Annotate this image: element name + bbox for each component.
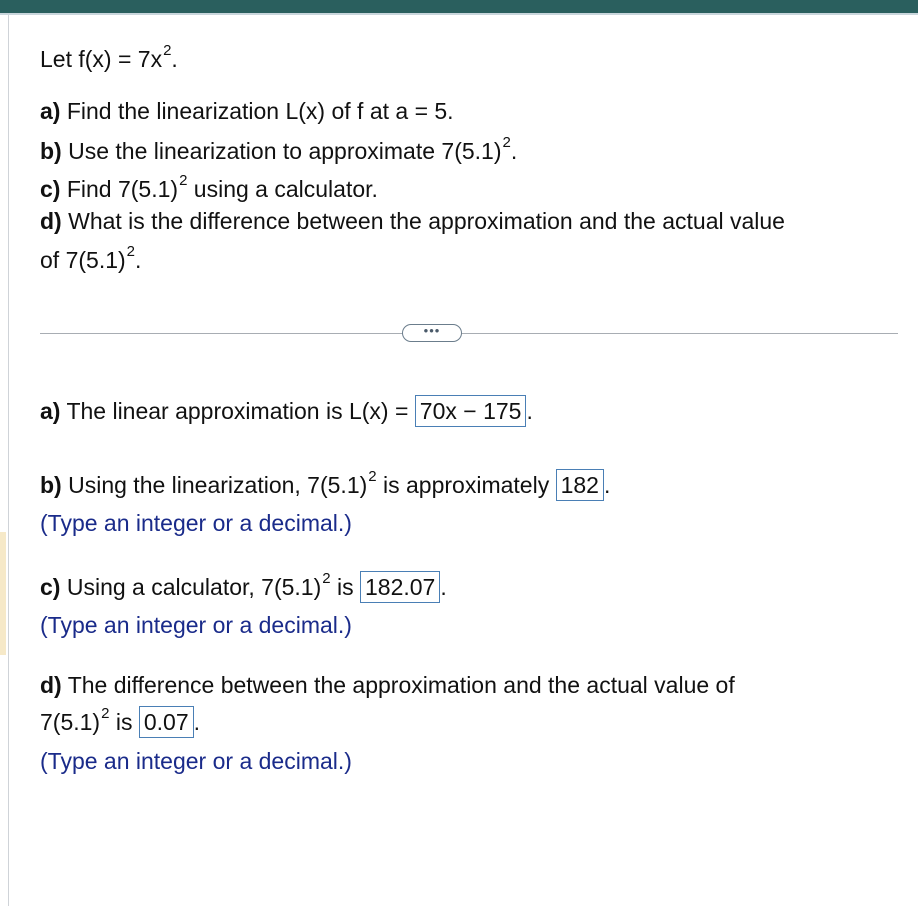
- question-part-b: b) Use the linearization to approximate $7(5.1)^2$.: [40, 134, 518, 164]
- answer-box-c[interactable]: 182.07: [360, 571, 440, 603]
- question-part-a: a) Find the linearization L(x) of f at a = 5.: [40, 98, 454, 124]
- question-part-d: d) What is the difference between the approximation and the actual value: [40, 208, 785, 234]
- top-header-bar: [0, 0, 918, 13]
- question-part-c: c) Find $7(5.1)^2$ using a calculator.: [40, 172, 378, 202]
- answer-part-a: a) The linear approximation is L(x) = 70x − 175 .: [40, 397, 533, 429]
- left-highlight-strip: [0, 532, 6, 655]
- answer-box-b[interactable]: 182: [556, 469, 604, 501]
- section-divider: [40, 333, 898, 334]
- answer-c-hint: (Type an integer or a decimal.): [40, 612, 352, 638]
- answer-part-d: d) The difference between the approximation and the actual value of: [40, 672, 735, 698]
- answer-box-a[interactable]: 70x − 175: [415, 395, 527, 427]
- left-border: [8, 15, 9, 906]
- more-options-button[interactable]: •••: [402, 324, 462, 342]
- answer-box-d[interactable]: 0.07: [139, 706, 194, 738]
- question-intro: Let $f(x) = 7x^2$.: [40, 42, 178, 72]
- answer-d-hint: (Type an integer or a decimal.): [40, 748, 352, 774]
- answer-part-d-cont: $7(5.1)^2$ is 0.07 .: [40, 708, 200, 740]
- answer-part-c: c) Using a calculator, $7(5.1)^2$ is 182.07 .: [40, 573, 447, 605]
- answer-b-hint: (Type an integer or a decimal.): [40, 510, 352, 536]
- answer-part-b: b) Using the linearization, $7(5.1)^2$ is approximately 182 .: [40, 471, 610, 503]
- header-underline: [0, 13, 918, 15]
- question-part-d-cont: of $7(5.1)^2$.: [40, 243, 142, 273]
